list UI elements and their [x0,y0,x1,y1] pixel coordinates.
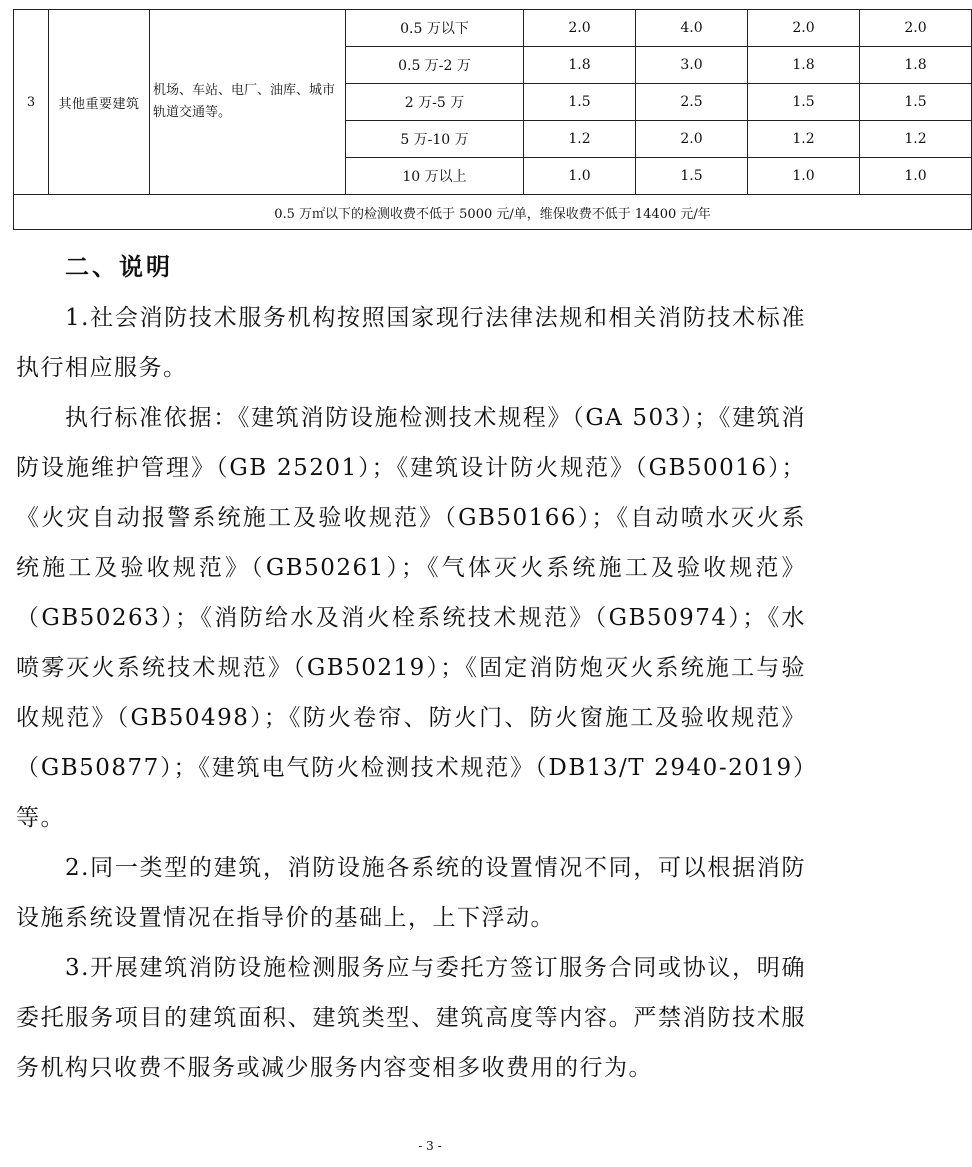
coefficient-cell: 2.0 [524,10,636,47]
coefficient-cell: 1.0 [860,158,972,195]
coefficient-cell: 1.8 [860,47,972,84]
scale-cell: 10 万以上 [346,158,524,195]
coefficient-cell: 3.0 [636,47,748,84]
coefficient-cell: 1.2 [524,121,636,158]
coefficient-cell: 2.0 [748,10,860,47]
coefficient-cell: 1.0 [524,158,636,195]
coefficient-cell: 1.5 [524,84,636,121]
section-heading: 二、说明 [65,253,173,281]
paragraph: 2.同一类型的建筑，消防设施各系统的设置情况不同，可以根据消防设施系统设置情况在指导价的基础上，上下浮动。 [16,855,806,931]
coefficient-cell: 1.8 [748,47,860,84]
scale-cell: 2 万-5 万 [346,84,524,121]
coefficient-cell: 1.2 [748,121,860,158]
coefficient-cell: 1.5 [636,158,748,195]
coefficient-cell: 1.5 [748,84,860,121]
coefficient-cell: 2.0 [860,10,972,47]
building-category: 其他重要建筑 [49,10,150,195]
page-number: - 3 - [418,1139,442,1153]
table-row [14,10,972,47]
coefficient-cell: 2.0 [636,121,748,158]
table-footnote: 0.5 万㎡以下的检测收费不低于 5000 元/单，维保收费不低于 14400 元/年 [14,195,972,230]
fee-table [13,9,972,230]
row-number: 3 [14,10,49,195]
scale-cell: 0.5 万以下 [346,10,524,47]
scale-cell: 5 万-10 万 [346,121,524,158]
coefficient-cell: 1.2 [860,121,972,158]
coefficient-cell: 1.0 [748,158,860,195]
scale-cell: 0.5 万-2 万 [346,47,524,84]
coefficient-cell: 1.5 [860,84,972,121]
table-footnote-row [14,195,972,230]
paragraph: 执行标准依据：《建筑消防设施检测技术规程》（GA 503）；《建筑消防设施维护管理》（GB 25201）；《建筑设计防火规范》（GB50016）；《火灾自动报警系统施工及验收规范》（GB50166）；《自动喷水灭火系统施工及验收规范》（GB50261）；《气体灭火系统施工及验收规范》（GB50263）；《消防给水及消火栓系统技术规范》（GB50974）；《水喷雾灭火系统技术规范》（GB50219）；《固定消防炮灭火系统施工与验收规范》（GB50498）；《防火卷帘、防火门、防火窗施工及验收规范》（GB50877）；《建筑电气防火检测技术规范》（DB13/T 2940-2019）等。 [16,405,806,831]
coefficient-cell: 4.0 [636,10,748,47]
coefficient-cell: 1.8 [524,47,636,84]
paragraph: 1.社会消防技术服务机构按照国家现行法律法规和相关消防技术标准执行相应服务。 [16,305,806,381]
building-examples: 机场、车站、电厂、油库、城市轨道交通等。 [150,10,346,195]
section-body [16,293,806,1093]
coefficient-cell: 2.5 [636,84,748,121]
paragraph: 3.开展建筑消防设施检测服务应与委托方签订服务合同或协议，明确委托服务项目的建筑面积、建筑类型、建筑高度等内容。严禁消防技术服务机构只收费不服务或减少服务内容变相多收费用的行为。 [16,955,806,1081]
